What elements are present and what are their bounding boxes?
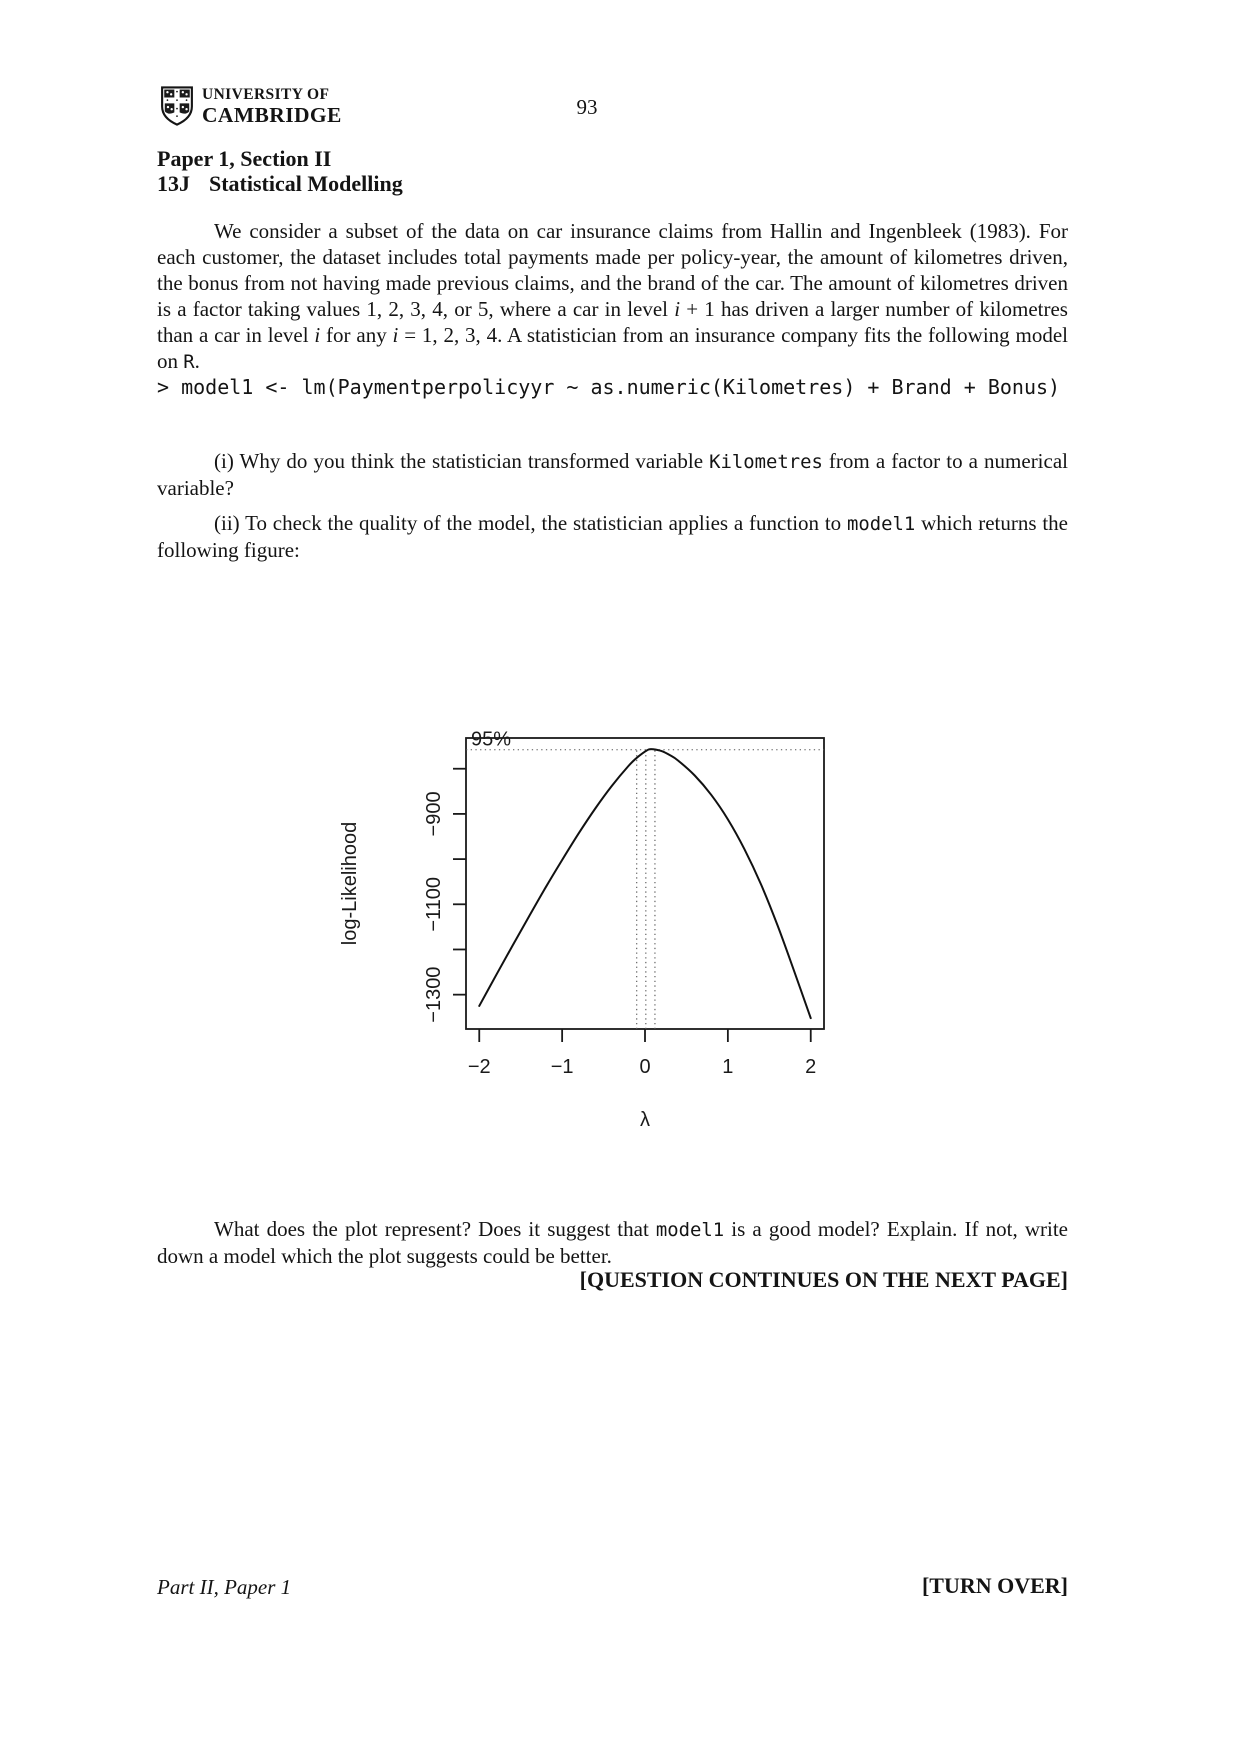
boxcox-plot [320,690,840,1140]
course-code: 13J [157,171,190,196]
part-ii-paragraph: (ii) To check the quality of the model, the statistician applies a function to model1 which returns the following figure: [157,511,1068,562]
svg-text:−1300: −1300 [423,966,445,1023]
svg-text:log-Likelihood: log-Likelihood [339,821,361,946]
turn-over-label: [TURN OVER] [921,1573,1068,1598]
intro-paragraph: We consider a subset of the data on car insurance claims from Hallin and Ingenbleek (1983). For each customer, the dataset includes total payments made per policy-year, the amount of kilometres driven, the bonus from not having made previous claims, and the brand of the car. The amount of kilometres driven is a factor taking values 1, 2, 3, 4, or 5, where a car in level i + 1 has driven a larger number of kilometres than a car in level i for any i = 1, 2, 3, 4. A statistician from an insurance company fits the following model on R. [157,219,1068,373]
university-logo [160,85,342,127]
svg-text:−900: −900 [423,791,445,837]
svg-text:1: 1 [722,1056,734,1078]
svg-text:−2: −2 [467,1056,491,1078]
r-code-line: > model1 <- lm(Paymentperpolicyyr ~ as.numeric(Kilometres) + Brand + Bonus) [157,375,1061,399]
part-i-paragraph: (i) Why do you think the statistician transformed variable Kilometres from a factor to a numerical variable? [157,449,1068,500]
question-continues-note: [QUESTION CONTINUES ON THE NEXT PAGE] [579,1267,1068,1292]
footer-paper-label: Part II, Paper 1 [157,1575,292,1599]
page-number: 93 [576,95,598,119]
paper-section-title: Paper 1, Section II [157,146,332,171]
logo-line2: CAMBRIDGE [202,102,342,127]
course-name: Statistical Modelling [209,171,403,196]
course-heading [157,171,403,197]
svg-text:λ: λ [640,1109,650,1131]
question-paragraph: What does the plot represent? Does it suggest that model1 is a good model? Explain. If not, write down a model which the plot suggests could be better. [157,1217,1068,1268]
logo-line1: UNIVERSITY OF [202,86,330,103]
svg-text:2: 2 [805,1056,817,1078]
svg-text:−1100: −1100 [423,876,445,932]
cambridge-crest-icon [160,85,194,127]
svg-text:−1: −1 [550,1056,574,1078]
svg-text:0: 0 [639,1056,651,1078]
svg-text:95%: 95% [471,728,512,751]
